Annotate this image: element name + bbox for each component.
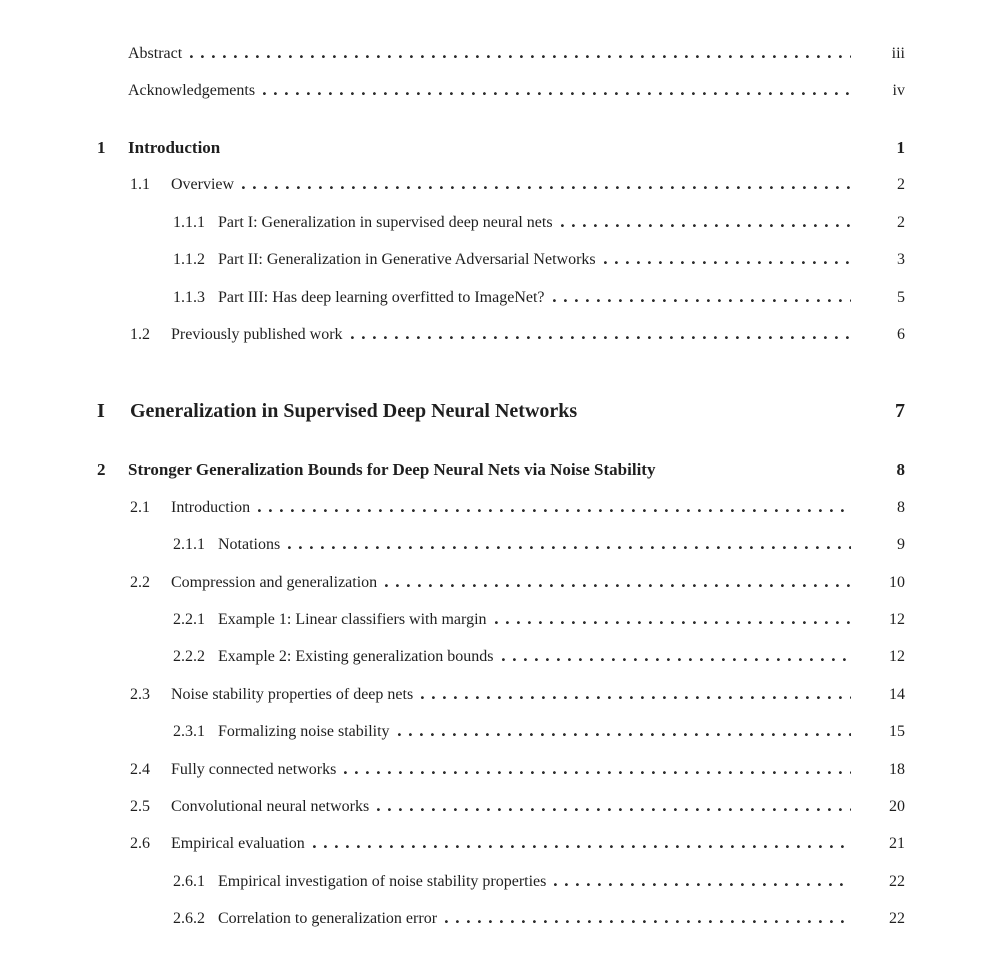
- entry-number: 2.6: [130, 835, 150, 853]
- toc-entry[interactable]: [97, 45, 905, 63]
- toc-entry[interactable]: [130, 798, 905, 816]
- dot-leader: [369, 810, 859, 811]
- entry-page-number: 14: [889, 685, 905, 703]
- entry-number: 2.2: [130, 573, 150, 591]
- entry-title: Empirical investigation of noise stability properties: [218, 872, 547, 890]
- entry-page-number: 3: [897, 251, 905, 269]
- toc-entry[interactable]: [173, 723, 905, 741]
- entry-number: 2: [97, 460, 106, 480]
- entry-title: Previously published work: [171, 325, 343, 343]
- entry-page-number: 10: [889, 573, 905, 591]
- entry-title: Part II: Generalization in Generative Adversarial Networks: [218, 251, 596, 269]
- entry-title: Notations: [218, 536, 281, 554]
- entry-page-number: iv: [892, 82, 905, 100]
- toc-entry[interactable]: [130, 835, 905, 853]
- entry-title: Introduction: [128, 137, 221, 157]
- entry-number: 1.1: [130, 176, 150, 194]
- entry-title: Abstract: [128, 45, 183, 62]
- dot-leader: [553, 226, 859, 227]
- toc-entry[interactable]: [130, 499, 905, 517]
- entry-number: 2.6.1: [173, 872, 205, 890]
- toc-entry[interactable]: [173, 289, 905, 307]
- entry-number: I: [97, 400, 105, 423]
- entry-title: Introduction: [171, 498, 251, 516]
- entry-number: 2.1: [130, 498, 150, 516]
- toc-entry[interactable]: [173, 873, 905, 891]
- entry-page-number: 12: [889, 611, 905, 628]
- toc-entry[interactable]: [173, 648, 905, 666]
- entry-page-number: 21: [889, 835, 905, 853]
- entry-page-number: 8: [896, 460, 905, 480]
- dot-leader: [377, 586, 859, 587]
- entry-number: 1.1.3: [173, 288, 205, 306]
- spacer: [655, 474, 859, 475]
- toc-entry[interactable]: [97, 138, 905, 158]
- dot-leader: [234, 188, 859, 189]
- entry-title: Example 2: Existing generalization bounds: [218, 648, 494, 666]
- toc-entry[interactable]: [173, 214, 905, 232]
- dot-leader: [413, 698, 859, 699]
- entry-page-number: 22: [889, 910, 905, 928]
- entry-title: Convolutional neural networks: [171, 797, 370, 815]
- toc-entry[interactable]: [173, 251, 905, 269]
- dot-leader: [255, 94, 859, 95]
- toc-entry[interactable]: [130, 686, 905, 704]
- entry-number: 2.5: [130, 797, 150, 815]
- entry-number: 2.1.1: [173, 536, 205, 554]
- entry-title: Empirical evaluation: [171, 835, 305, 853]
- dot-leader: [336, 773, 859, 774]
- dot-leader: [596, 263, 859, 264]
- dot-leader: [545, 301, 859, 302]
- entry-number: 1.1.1: [173, 213, 205, 231]
- entry-title: Acknowledgements: [128, 82, 256, 100]
- entry-page-number: 12: [889, 648, 905, 666]
- entry-number: 2.4: [130, 760, 150, 778]
- entry-number: 2.3.1: [173, 723, 205, 741]
- entry-title: Generalization in Supervised Deep Neural Networks: [130, 400, 578, 423]
- spacer: [220, 152, 859, 153]
- entry-page-number: 2: [897, 213, 905, 231]
- entry-page-number: 2: [897, 176, 905, 194]
- entry-page-number: 6: [897, 325, 905, 343]
- entry-page-number: 18: [889, 760, 905, 778]
- spacer: [577, 416, 859, 417]
- dot-leader: [390, 735, 859, 736]
- entry-title: Stronger Generalization Bounds for Deep Neural Nets via Noise Stability: [128, 460, 656, 480]
- entry-title: Noise stability properties of deep nets: [171, 685, 414, 703]
- dot-leader: [280, 548, 859, 549]
- entry-page-number: 22: [889, 872, 905, 890]
- entry-page-number: 1: [896, 137, 905, 157]
- entry-page-number: 20: [889, 797, 905, 815]
- toc-entry[interactable]: [130, 176, 905, 194]
- entry-page-number: 8: [897, 498, 905, 516]
- toc-entry[interactable]: [130, 761, 905, 779]
- dot-leader: [494, 660, 860, 661]
- entry-title: Fully connected networks: [171, 760, 337, 778]
- entry-title: Part III: Has deep learning overfitted to ImageNet?: [218, 288, 545, 306]
- toc-entry[interactable]: [97, 82, 905, 100]
- toc-entry[interactable]: [130, 574, 905, 592]
- entry-number: 2.3: [130, 685, 150, 703]
- entry-number: 2.2.1: [173, 611, 205, 628]
- toc-entry[interactable]: [130, 326, 905, 344]
- toc-entry[interactable]: [173, 611, 905, 629]
- toc-entry[interactable]: [173, 910, 905, 928]
- toc-list: [97, 45, 905, 929]
- entry-title: Formalizing noise stability: [218, 723, 390, 741]
- entry-number: 1.2: [130, 325, 150, 343]
- entry-page-number: 15: [889, 723, 905, 741]
- entry-number: 1.1.2: [173, 251, 205, 269]
- entry-number: 2.2.2: [173, 648, 205, 666]
- entry-title: Correlation to generalization error: [218, 910, 438, 928]
- toc-entry[interactable]: [173, 536, 905, 554]
- entry-page-number: iii: [891, 45, 905, 62]
- entry-page-number: 7: [895, 400, 905, 423]
- toc-entry[interactable]: [97, 460, 905, 480]
- dot-leader: [546, 885, 859, 886]
- entry-number: 2.6.2: [173, 910, 205, 928]
- dot-leader: [437, 922, 859, 923]
- dot-leader: [250, 511, 859, 512]
- dot-leader: [343, 338, 859, 339]
- entry-page-number: 5: [897, 288, 905, 306]
- entry-title: Part I: Generalization in supervised deep neural nets: [218, 213, 553, 231]
- dot-leader: [487, 623, 859, 624]
- entry-title: Overview: [171, 176, 235, 194]
- entry-number: 1: [97, 137, 106, 157]
- dot-leader: [305, 847, 859, 848]
- entry-title: Compression and generalization: [171, 573, 378, 591]
- toc-entry[interactable]: [97, 400, 905, 423]
- entry-title: Example 1: Linear classifiers with margin: [218, 611, 487, 628]
- entry-page-number: 9: [897, 536, 905, 554]
- dot-leader: [182, 57, 859, 58]
